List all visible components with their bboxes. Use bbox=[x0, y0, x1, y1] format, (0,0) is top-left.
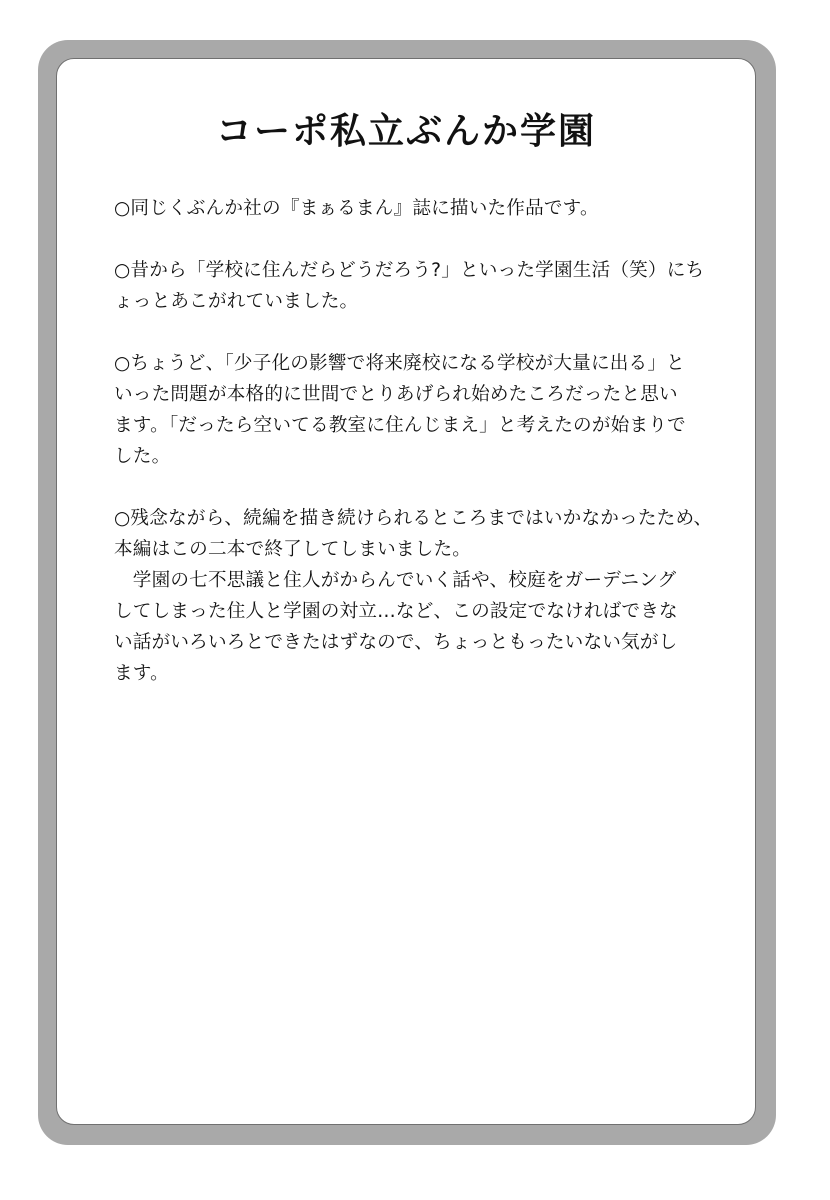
text-line: ます。「だったら空いてる教室に住んじまえ」と考えたのが始まりで bbox=[114, 415, 686, 436]
body-text bbox=[114, 193, 713, 689]
text-line: ます。 bbox=[114, 663, 169, 684]
text-line: 学園の七不思議と住人がからんでいく話や、校庭をガーデニング bbox=[114, 570, 677, 591]
text-line: ○ちょうど、「少子化の影響で将来廃校になる学校が大量に出る」と bbox=[114, 353, 685, 374]
text-line: いった問題が本格的に世間でとりあげられ始めたころだったと思い bbox=[114, 384, 678, 405]
text-line: ○残念ながら、続編を描き続けられるところまではいかなかったため、 bbox=[114, 508, 713, 529]
page-title: コーポ私立ぶんか学園 bbox=[215, 111, 596, 152]
text-line: した。 bbox=[114, 446, 171, 467]
paragraph bbox=[114, 503, 713, 565]
text-line: ○昔から「学校に住んだらどうだろう?」といった学園生活（笑）にち bbox=[114, 260, 705, 281]
paragraph bbox=[114, 348, 704, 472]
text-line: い話がいろいろとできたはずなので、ちょっともったいない気がし bbox=[114, 632, 678, 653]
paragraph bbox=[114, 565, 704, 689]
text-line: ○同じくぶんか社の『まぁるまん』誌に描いた作品です。 bbox=[114, 198, 599, 219]
text-line: 本編はこの二本で終了してしまいました。 bbox=[114, 539, 472, 560]
text-line: してしまった住人と学園の対立…など、この設定でなければできな bbox=[114, 601, 678, 622]
paragraph bbox=[114, 255, 704, 317]
text-line: ょっとあこがれていました。 bbox=[114, 291, 359, 312]
paragraph bbox=[114, 193, 704, 224]
